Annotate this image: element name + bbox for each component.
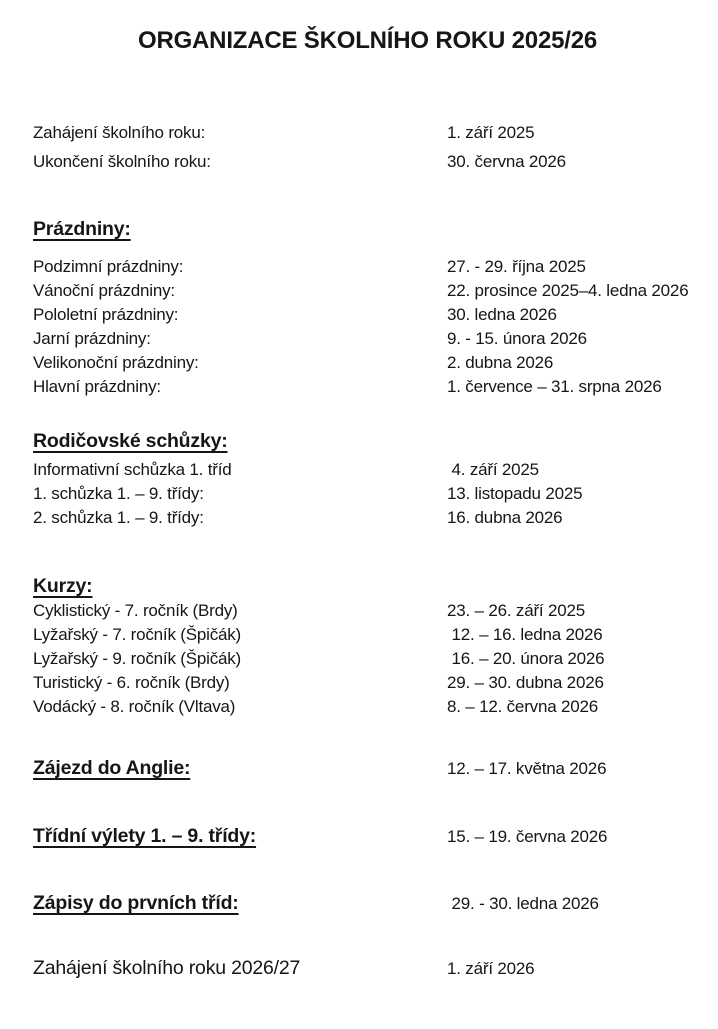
row-date: 8. – 12. června 2026 <box>447 697 599 716</box>
schedule-row <box>33 327 702 351</box>
schedule-row <box>33 695 702 719</box>
highlight-row-zapisy <box>33 890 702 917</box>
schedule-row <box>33 647 702 671</box>
intro-row <box>33 121 702 145</box>
intro-section <box>33 121 702 174</box>
row-date: 16. dubna 2026 <box>447 508 563 527</box>
row-label: Lyžařský - 7. ročník (Špičák) <box>33 625 242 644</box>
row-date: 1. září 2025 <box>447 123 535 142</box>
row-date: 29. – 30. dubna 2026 <box>447 673 604 692</box>
row-date: 1. září 2026 <box>447 959 535 978</box>
highlight-row-vylety <box>33 823 702 850</box>
highlight-heading: Zápisy do prvních tříd: <box>33 892 239 914</box>
row-date: 16. – 20. února 2026 <box>447 649 605 668</box>
schedule-row <box>33 671 702 695</box>
row-date: 15. – 19. června 2026 <box>447 827 608 846</box>
row-label: Vodácký - 8. ročník (Vltava) <box>33 697 236 716</box>
footer-row <box>33 955 702 982</box>
schedule-row <box>33 279 702 303</box>
row-date: 4. září 2025 <box>447 460 539 479</box>
row-date: 12. – 17. května 2026 <box>447 759 607 778</box>
row-label: Lyžařský - 9. ročník (Špičák) <box>33 649 242 668</box>
section-rows-kurzy <box>33 599 702 719</box>
section-heading-prazdniny: Prázdniny: <box>33 218 131 240</box>
row-label: Zahájení školního roku 2026/27 <box>33 957 301 979</box>
row-label: Podzimní prázdniny: <box>33 257 184 276</box>
row-date: 2. dubna 2026 <box>447 353 554 372</box>
schedule-row <box>33 623 702 647</box>
row-date: 23. – 26. září 2025 <box>447 601 585 620</box>
schedule-row <box>33 375 702 399</box>
schedule-row <box>33 458 702 482</box>
highlight-heading: Zájezd do Anglie: <box>33 757 191 779</box>
schedule-row <box>33 303 702 327</box>
section-heading-kurzy: Kurzy: <box>33 575 93 597</box>
section-rows-prazdniny <box>33 255 702 399</box>
section-rows-schuzky <box>33 458 702 530</box>
row-date: 29. - 30. ledna 2026 <box>447 894 599 913</box>
row-label: Informativní schůzka 1. tříd <box>33 460 232 479</box>
row-label: Ukončení školního roku: <box>33 152 211 171</box>
row-label: 1. schůzka 1. – 9. třídy: <box>33 484 204 503</box>
schedule-row <box>33 351 702 375</box>
row-label: Pololetní prázdniny: <box>33 305 179 324</box>
schedule-row <box>33 482 702 506</box>
row-label: Vánoční prázdniny: <box>33 281 175 300</box>
row-label: Hlavní prázdniny: <box>33 377 161 396</box>
highlight-row-anglie <box>33 755 702 782</box>
row-label: 2. schůzka 1. – 9. třídy: <box>33 508 204 527</box>
row-date: 30. června 2026 <box>447 152 566 171</box>
row-date: 30. ledna 2026 <box>447 305 557 324</box>
schedule-row <box>33 506 702 530</box>
row-date: 22. prosince 2025–4. ledna 2026 <box>447 281 689 300</box>
schedule-row <box>33 255 702 279</box>
highlight-heading: Třídní výlety 1. – 9. třídy: <box>33 825 257 847</box>
row-label: Velikonoční prázdniny: <box>33 353 199 372</box>
section-heading-schuzky: Rodičovské schůzky: <box>33 430 228 452</box>
row-date: 1. července – 31. srpna 2026 <box>447 377 662 396</box>
intro-row <box>33 150 702 174</box>
row-date: 13. listopadu 2025 <box>447 484 583 503</box>
schedule-row <box>33 599 702 623</box>
row-label: Zahájení školního roku: <box>33 123 206 142</box>
row-date: 9. - 15. února 2026 <box>447 329 587 348</box>
row-label: Turistický - 6. ročník (Brdy) <box>33 673 230 692</box>
page-title: ORGANIZACE ŠKOLNÍHO ROKU 2025/26 <box>137 27 598 54</box>
row-date: 27. - 29. října 2025 <box>447 257 586 276</box>
row-label: Jarní prázdniny: <box>33 329 151 348</box>
row-date: 12. – 16. ledna 2026 <box>447 625 603 644</box>
row-label: Cyklistický - 7. ročník (Brdy) <box>33 601 238 620</box>
